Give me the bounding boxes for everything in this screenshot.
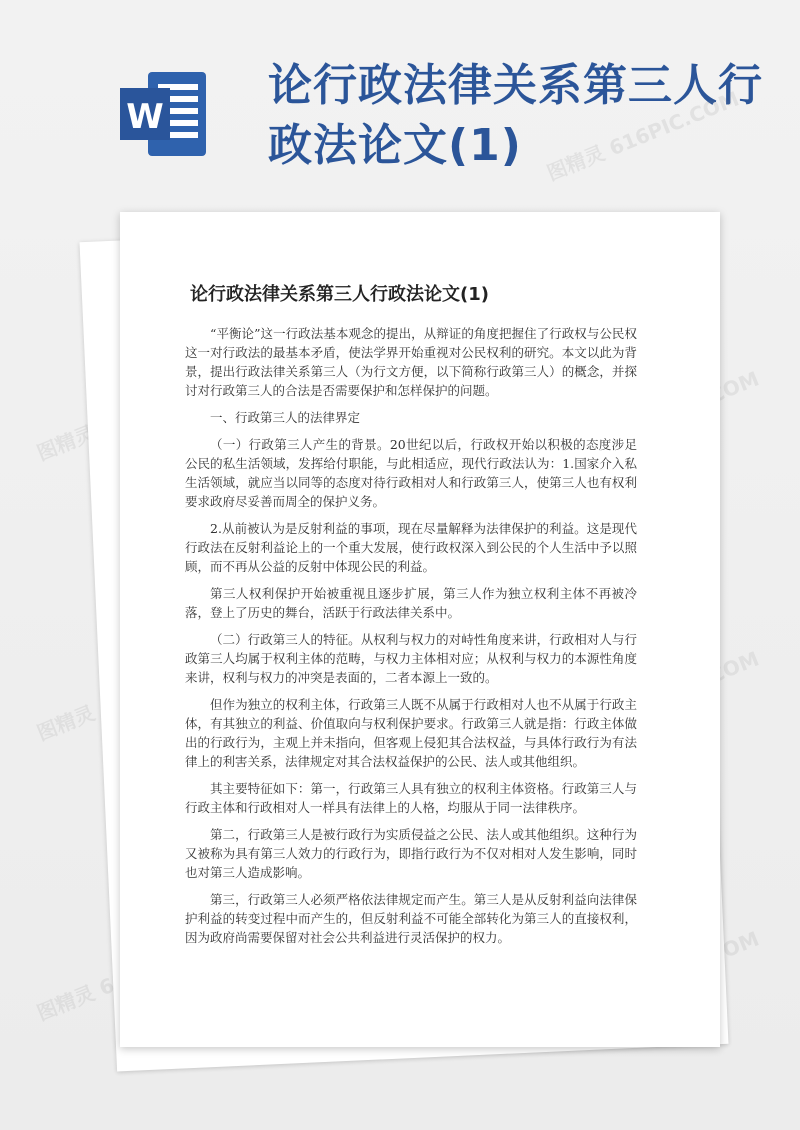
paragraph: 但作为独立的权利主体，行政第三人既不从属于行政相对人也不从属于行政主体，有其独立的利益、价值取向与权利保护要求。行政第三人就是指：行政主体做出的行政行为，主观上并未指向，但客观上侵犯其合法权益，与具体行政行为有法律上的利害关系，法律规定对其合法权益保护的公民、法人或其他组织。: [185, 697, 637, 769]
document-title: 论行政法律关系第三人行政法论文(1): [190, 284, 489, 305]
paragraph: （二）行政第三人的特征。从权利与权力的对峙性角度来讲，行政相对人与行政第三人均属于权利主体的范畴，与权力主体相对应；从权利与权力的本源性角度来讲，权利与权力的冲突是表面的，二者本源上一致的。: [185, 632, 637, 685]
document-body: [185, 324, 637, 955]
watermark: 图精灵 616PIC.COM: [543, 86, 743, 186]
watermark: 图精灵: [33, 980, 99, 1026]
paragraph: 2.从前被认为是反射利益的事项，现在尽量解释为法律保护的利益。这是现代行政法在反射利益论上的一个重大发展，使行政权深入到公民的个人生活中予以照顾，而不再从公益的反射中体现公民的利益。: [185, 521, 637, 574]
section-heading: 一、行政第三人的法律界定: [210, 410, 361, 425]
watermark: 图精灵: [33, 420, 99, 466]
paragraph: 其主要特征如下：第一，行政第三人具有独立的权利主体资格。行政第三人与行政主体和行政相对人一样具有法律上的人格，均服从于同一法律秩序。: [185, 781, 637, 815]
document-page: [120, 212, 720, 1047]
word-icon: [118, 68, 210, 160]
page-title: 论行政法律关系第三人行政法论文(1): [268, 60, 763, 171]
paragraph: （一）行政第三人产生的背景。20世纪以后，行政权开始以积极的态度涉足公民的私生活领域，发挥给付职能，与此相适应，现代行政法认为：1.国家介入私生活领域，就应当以同等的态度对待行政相对人和行政第三人，使第三人也有权利要求政府尽妥善而周全的保护义务。: [185, 437, 637, 509]
paragraph: 第三人权利保护开始被重视且逐步扩展，第三人作为独立权利主体不再被冷落，登上了历史的舞台，活跃于行政法律关系中。: [185, 586, 637, 620]
paragraph: 第三，行政第三人必须严格依法律规定而产生。第三人是从反射利益向法律保护利益的转变过程中而产生的，但反射利益不可能全部转化为第三人的直接权利，因为政府尚需要保留对社会公共利益进行灵活保护的权力。: [185, 892, 637, 945]
watermark: 图精灵: [33, 700, 99, 746]
svg-text:W: W: [126, 97, 164, 137]
paragraph: 第二，行政第三人是被行政行为实质侵益之公民、法人或其他组织。这种行为又被称为具有第三人效力的行政行为，即指行政行为不仅对相对人发生影响，同时也对第三人造成影响。: [185, 827, 637, 880]
paragraph: “平衡论”这一行政法基本观念的提出，从辩证的角度把握住了行政权与公民权这一对行政法的最基本矛盾，使法学界开始重视对公民权利的研究。本文以此为背景，提出行政法律关系第三人（为行文方便，以下简称行政第三人）的概念，并探讨对行政第三人的合法是否需要保护和怎样保护的问题。: [185, 326, 637, 398]
